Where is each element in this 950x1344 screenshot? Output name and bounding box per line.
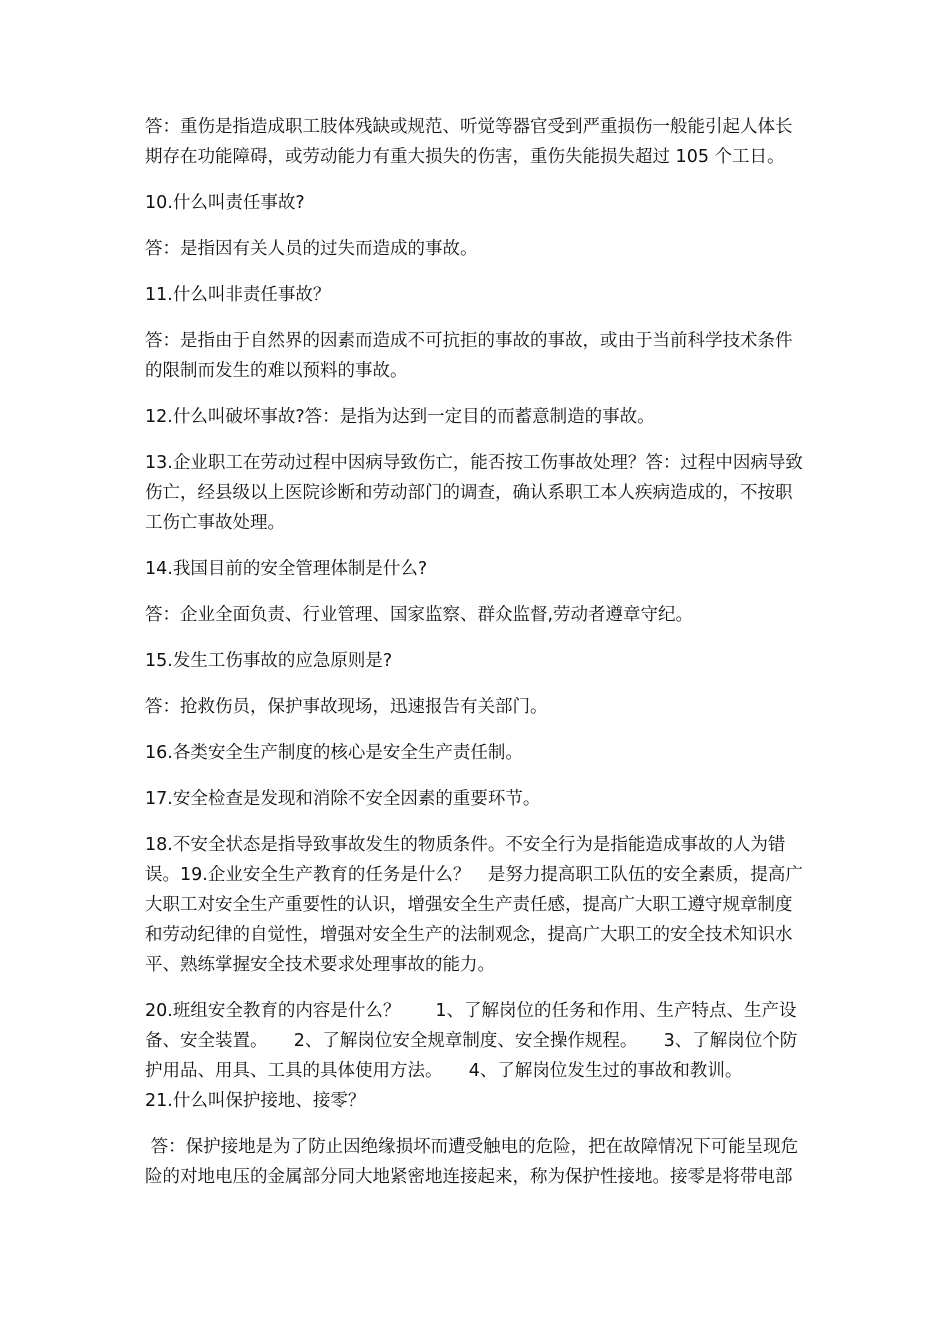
question-15: 15.发生工伤事故的应急原则是?: [145, 651, 393, 671]
document-page: [145, 112, 805, 1208]
statement-16: 16.各类安全生产制度的核心是安全生产责任制。: [145, 743, 523, 763]
answer-10: 答：是指因有关人员的过失而造成的事故。: [145, 239, 478, 259]
statement-17: 17.安全检查是发现和消除不安全因素的重要环节。: [145, 789, 541, 809]
question-answer-12: 12.什么叫破坏事故?答：是指为达到一定目的而蓄意制造的事故。: [145, 407, 655, 427]
question-14: 14.我国目前的安全管理体制是什么?: [145, 559, 428, 579]
answer-21: 答：保护接地是为了防止因绝缘损坏而遭受触电的危险，把在故障情况下可能呈现危险的对地电压的金属部分同大地紧密地连接起来，称为保护性接地。接零是将带电部: [145, 1137, 799, 1187]
answer-9: 答：重伤是指造成职工肢体残缺或规范、听觉等器官受到严重损伤一般能引起人体长期存在功能障碍，或劳动能力有重大损失的伤害，重伤失能损失超过 105 个工日。: [145, 117, 793, 167]
answer-11: 答：是指由于自然界的因素而造成不可抗拒的事故的事故，或由于当前科学技术条件的限制而发生的难以预料的事故。: [145, 331, 793, 381]
question-answer-13: 13.企业职工在劳动过程中因病导致伤亡，能否按工伤事故处理？答：过程中因病导致伤亡，经县级以上医院诊断和劳动部门的调查，确认系职工本人疾病造成的，不按职工伤亡事故处理。: [145, 453, 803, 533]
answer-15: 答：抢救伤员，保护事故现场，迅速报告有关部门。: [145, 697, 548, 717]
question-11: 11.什么叫非责任事故？: [145, 285, 331, 305]
statement-18-19: 18.不安全状态是指导致事故发生的物质条件。不安全行为是指能造成事故的人为错误。19.企业安全生产教育的任务是什么？ 是努力提高职工队伍的安全素质，提高广大职工对安全生产重要性的认识，增强安全生产责任感，提高广大职工遵守规章制度和劳动纪律的自觉性，增强对安全生产的法制观念，提高广大职工的安全技术知识水平、熟练掌握安全技术要求处理事故的能力。: [145, 835, 803, 975]
question-21: 21.什么叫保护接地、接零？: [145, 1091, 366, 1111]
question-answer-20: 20.班组安全教育的内容是什么？ 1、了解岗位的任务和作用、生产特点、生产设备、安全装置。 2、了解岗位安全规章制度、安全操作规程。 3、了解岗位个防护用品、用具、工具的具体使用方法。 4、了解岗位发生过的事故和教训。: [145, 1001, 798, 1081]
question-10: 10.什么叫责任事故?: [145, 193, 305, 213]
answer-14: 答：企业全面负责、行业管理、国家监察、群众监督,劳动者遵章守纪。: [145, 605, 694, 625]
